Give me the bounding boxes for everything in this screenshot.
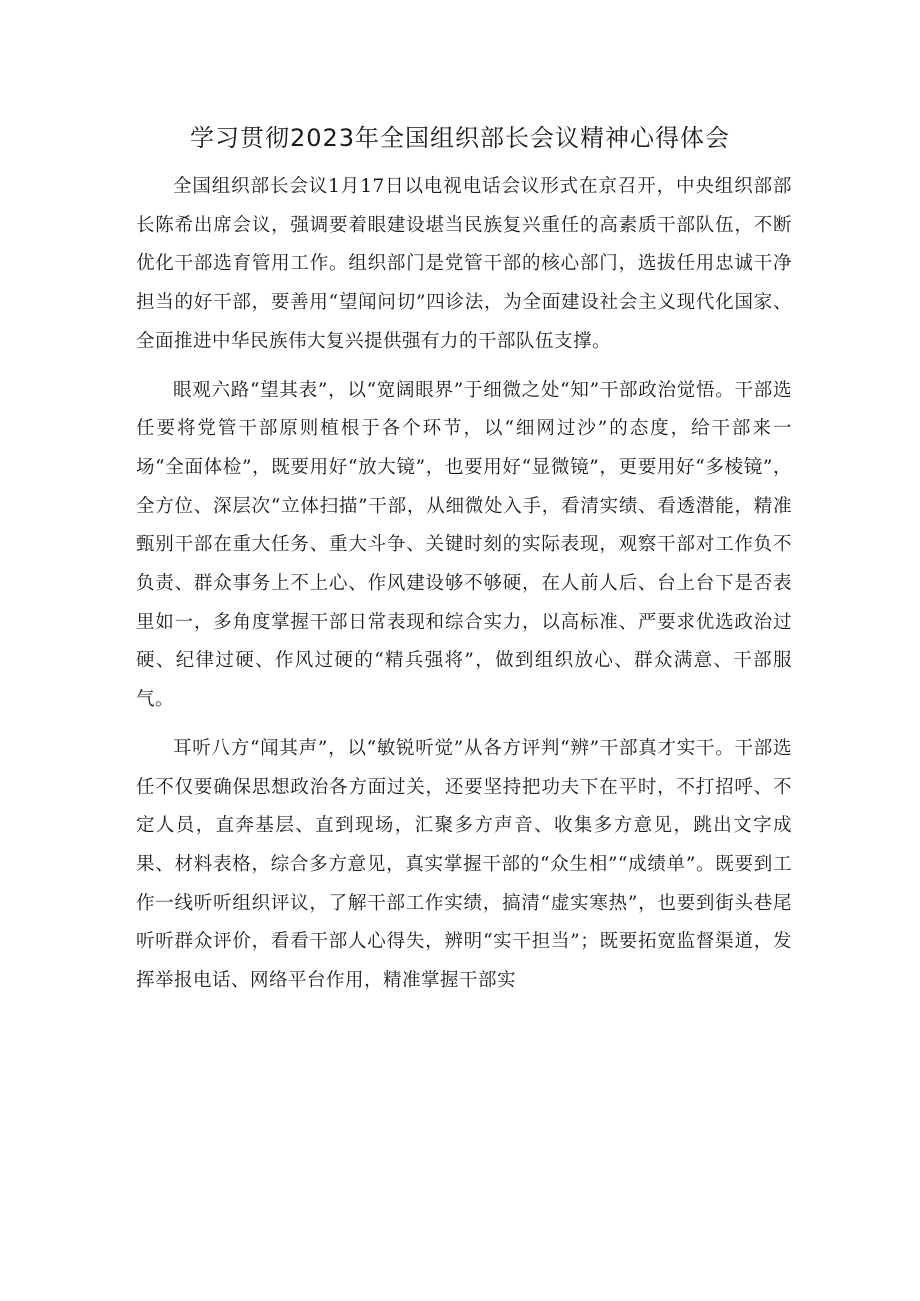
paragraph-listen: 耳听八方“闻其声”，以“敏锐听觉”从各方评判“辨”干部真才实干。干部选任不仅要确保思想政治各方面过关，还要坚持把功夫下在平时，不打招呼、不定人员，直奔基层、直到现场，汇聚多方声音、收集多方意见，跳出文字成果、材料表格，综合多方意见，真实掌握干部的“众生相”“成绩单”。既要到工作一线听听组织评议，了解干部工作实绩，搞清“虚实寒热”，也要到街头巷尾听听群众评价，看看干部人心得失，辨明“实干担当”；既要拓宽监督渠道，发挥举报电话、网络平台作用，精准掌握干部实: [136, 737, 792, 992]
paragraph-intro: 全国组织部长会议1月17日以电视电话会议形式在京召开，中央组织部部长陈希出席会议，强调要着眼建设堪当民族复兴重任的高素质干部队伍，不断优化干部选育管用工作。组织部门是党管干部的核心部门，选拔任用忠诚干净担当的好干部，要善用“望闻问切”四诊法，为全面建设社会主义现代化国家、全面推进中华民族伟大复兴提供强有力的干部队伍支撑。: [136, 176, 792, 352]
paragraph-observe: 眼观六路“望其表”，以“宽阔眼界”于细微之处“知”干部政治觉悟。干部选任要将党管干部原则植根于各个环节，以“细网过沙”的态度，给干部来一场“全面体检”，既要用好“放大镜”，也要用好“显微镜”，更要用好“多棱镜”，全方位、深层次“立体扫描”干部，从细微处入手，看清实绩、看透潜能，精准甄别干部在重大任务、重大斗争、关键时刻的实际表现，观察干部对工作负不负责、群众事务上不上心、作风建设够不够硬，在人前人后、台上台下是否表里如一，多角度掌握干部日常表现和综合实力，以高标准、严要求优选政治过硬、纪律过硬、作风过硬的“精兵强将”，做到组织放心、群众满意、干部服气。: [136, 379, 792, 711]
document-title: 学习贯彻2023年全国组织部长会议精神心得体会: [189, 124, 731, 152]
document-body: [136, 168, 792, 1001]
